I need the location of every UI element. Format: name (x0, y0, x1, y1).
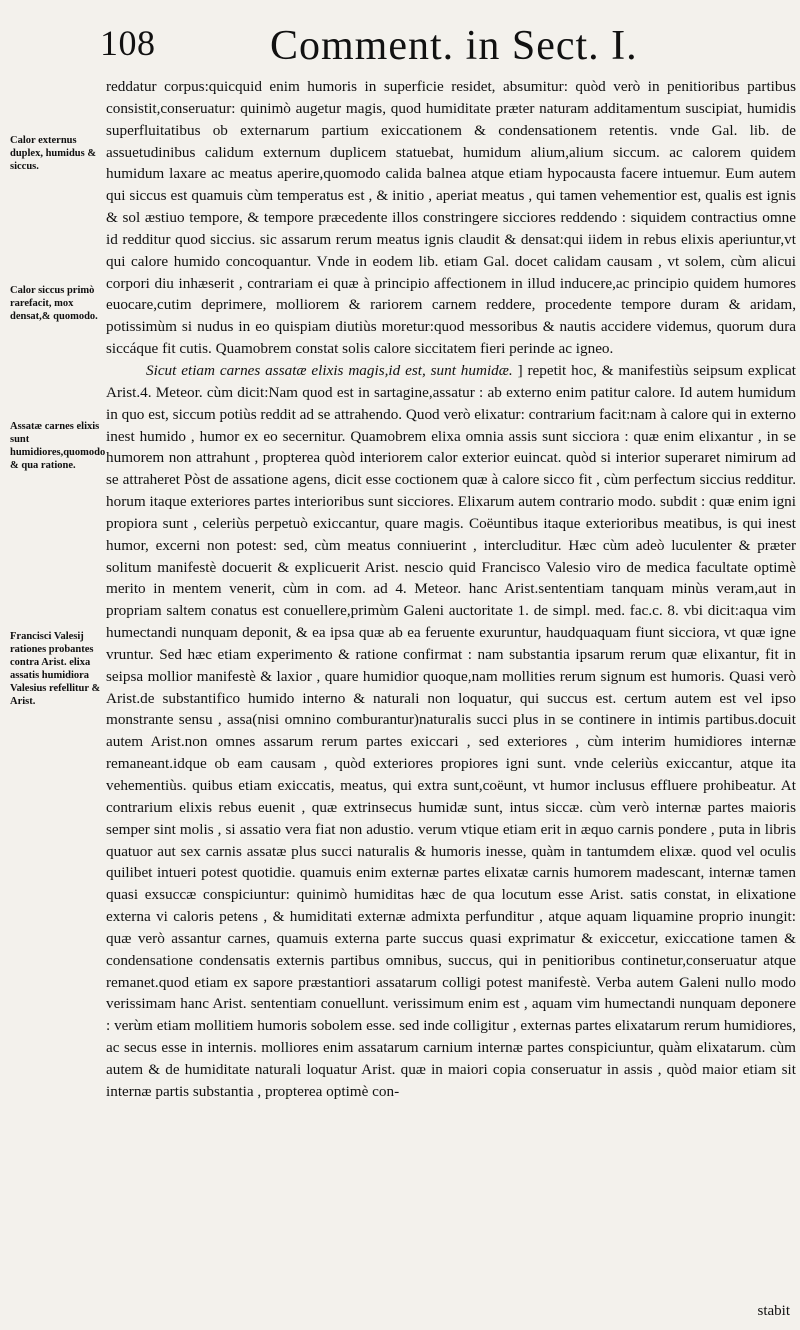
margin-note-1: Calor externus duplex, humidus & siccus. (10, 135, 97, 172)
paragraph-2 (106, 360, 796, 1103)
running-head: Comment. in Sect. I. (270, 23, 638, 69)
page-number: 108 (100, 23, 156, 63)
margin-note-2: Calor siccus primò rarefacit, mox densat,& quomodo. (10, 285, 98, 322)
margin-note-3: Assatæ carnes elixis sunt humidiores,quomodo & qua ratione. (10, 421, 106, 471)
paragraph-1: reddatur corpus:quicquid enim humoris in superficie residet, absumitur: quòd verò in penitioribus partibus consistit,conseruatur: quinimò augetur magis, quod humiditate præter naturam additamentum suscipiat, humidis superfluitatibus ob externarum partium exiccationem & condensationem retentis. vnde Gal. lib. de assuetudinibus calidum externum duplicem statuebat, humidum alium,alium siccum. ac calorem quidem humidum laxare ac meatus aperire,quomodo calida balnea atque etiam hypocausta facere intuemur. Eum autem qui siccus est quamuis cùm temperatus est , & initio , aperiat meatus , qui tamen vehementior est, qualis est ignis & sol æstiuo tempore, & tempore præcedente illos constringere sicciores reddendo : siquidem contractius omne id redditur quod siccius. sic assarum rerum meatus ignis claudit & densat:qui iidem in rebus elixis aperiuntur,vt qui calore humido concoquantur. Vnde in eodem lib. etiam Gal. docet calidam causam , vt solem, cùm alicui corpori diu inhæserit , contrariam ei quæ à principio affectionem in illud inducere,ac principio quidem humores euocare,cutim deprimere, molliorem & rariorem carnem reddere, procedente tempore duram & aridam, potissimùm si nudus in eo quispiam diutiùs moretur:quod messoribus & nautis accidere videmus, quorum dura siccáque fit cutis. Quamobrem constat solis calore siccitatem fieri perinde ac igneo. (106, 78, 796, 358)
lemma-quote: Sicut etiam carnes assatæ elixis magis,id est, sunt humidæ. (146, 361, 513, 379)
body-text (106, 76, 796, 1103)
catchword: stabit (757, 1303, 790, 1319)
margin-note-4: Francisci Valesij rationes probantes contra Arist. elixa assatis humidiora Valesius refellitur & Arist. (10, 631, 101, 707)
paragraph-2-text: ] repetit hoc, & manifestiùs seipsum explicat Arist.4. Meteor. cùm dicit:Nam quod est in sartagine,assatur : ab externo enim patitur calore. Id autem humidum in quo est, siccum potiùs reddit ad se attrahendo. Quod verò elixatur: contrarium facit:nam à calore qui in externo inest humido , humor ex eo secernitur. Quamobrem elixa omnia assis sunt sicciora : quæ enim elixantur , in se humorem non attrahunt , propterea quòd interiorem calor exterior euincat. quòd si interior superaret nimirum ad se attraheret Pòst de assatione agens, dicit esse coctionem quæ à calore sicco fit , cùm perfectum siccius redditur. horum itaque exteriores partes interioribus sunt sicciores. Elixarum autem contrario modo. subdit : quæ enim igni propiora sunt , celeriùs perpetuò exiccantur, quare magis. Coëuntibus itaque exterioribus meatibus, is qui inest humor, excerni non potest: sed, cùm meatus conniuerint , intercluditur. Hæc cùm adeò luculenter & præter solitum manifestè docuerit & explicuerit Arist. nescio quid Francisco Valesio viro de medica facultate optimè merito in mentem venerit, cùm in com. ad 4. Meteor. hanc Arist.sententiam tanquam minùs veram,aut in propriam saltem conatus est conuellere,primùm Galeni auctoritate 1. de simpl. med. fac.c. 8. vbi dicit:aqua vim humectandi nunquam deponit, & ea ipsa quæ ab ea feruente exuruntur, haudquaquam fiunt sicciora, vt quæ igne vruntur. Sed hæc etiam experimento & ratione confirmat : nam substantia ipsarum rerum quæ elixantur, fit in seipsa mollior manifestè & laxior , quare humidior quoque,nam mollities rerum signum est humoris. Quasi verò Arist.de substantifico humido interno & naturali non loquatur, qui succus est. certum autem est vel ipso monstrante sensu , assa(nisi omnino comburantur)naturalis succi plus in se continere in intimis partibus.docuit autem Arist.non omnes assarum rerum partes exiccari , sed exteriores , cùm interim humidiores internæ remaneant.idque ob eam causam , quòd exteriores propiores igni sunt. vnde celeriùs exiccantur, atque ita vehementiùs. quibus etiam exiccatis, meatus, qui extra sunt,coëunt, vt humor inclusus effluere prohibeatur. At contrarium elixis rebus euenit , quæ extrinsecus humidæ sunt, intus siccæ. cùm verò internæ partes maioris semper sint molis , si assatio vera fiat non adustio. verum vtique etiam erit in æquo carnis pondere , puta in libris quatuor aut sex carnis assatæ plus succi naturalis & humoris inesse, quàm in tantumdem elixæ. quod vel oculis quilibet intueri potest quotidie. quamuis enim externæ partes elixatæ carnis humorem madescant, internæ tamen quasi exsuccæ conspiciuntur: quinimò humiditas hæc de qua locutum esse Arist. satis constat, in elixatione externa vi caloris petens , & humiditati externæ admixta perfunditur , atque aquam liquamine proprio inungit: quæ verò assantur carnes, quamuis externa parte succus quasi exprimatur & exiccetur, exiccatione tamen & condensatione condensatis externis partibus omnibus, succus, qui in penitioribus continetur,conseruatur atque remanet.quod etiam ex sapore præstantiori assatarum colligi potest manifestè. Verba autem Galeni nullo modo verissimam hanc Arist. sententiam conuellunt. verissimum enim est , aquam vim humectandi nunquam deponere : verùm etiam mollitiem humoris sobolem esse. sed inde colligitur , externas partes elixatarum rerum humidiores, ac secus esse in internis. molliores enim assatarum carnium internæ partes conspiciuntur, quàm elixatarum. cùm autem & de humiditate naturali loquatur Arist. quæ in maiori copia conseruatur in assis , quòd maior etiam sit internæ partis substantia , propterea optimè con- (106, 361, 796, 1100)
